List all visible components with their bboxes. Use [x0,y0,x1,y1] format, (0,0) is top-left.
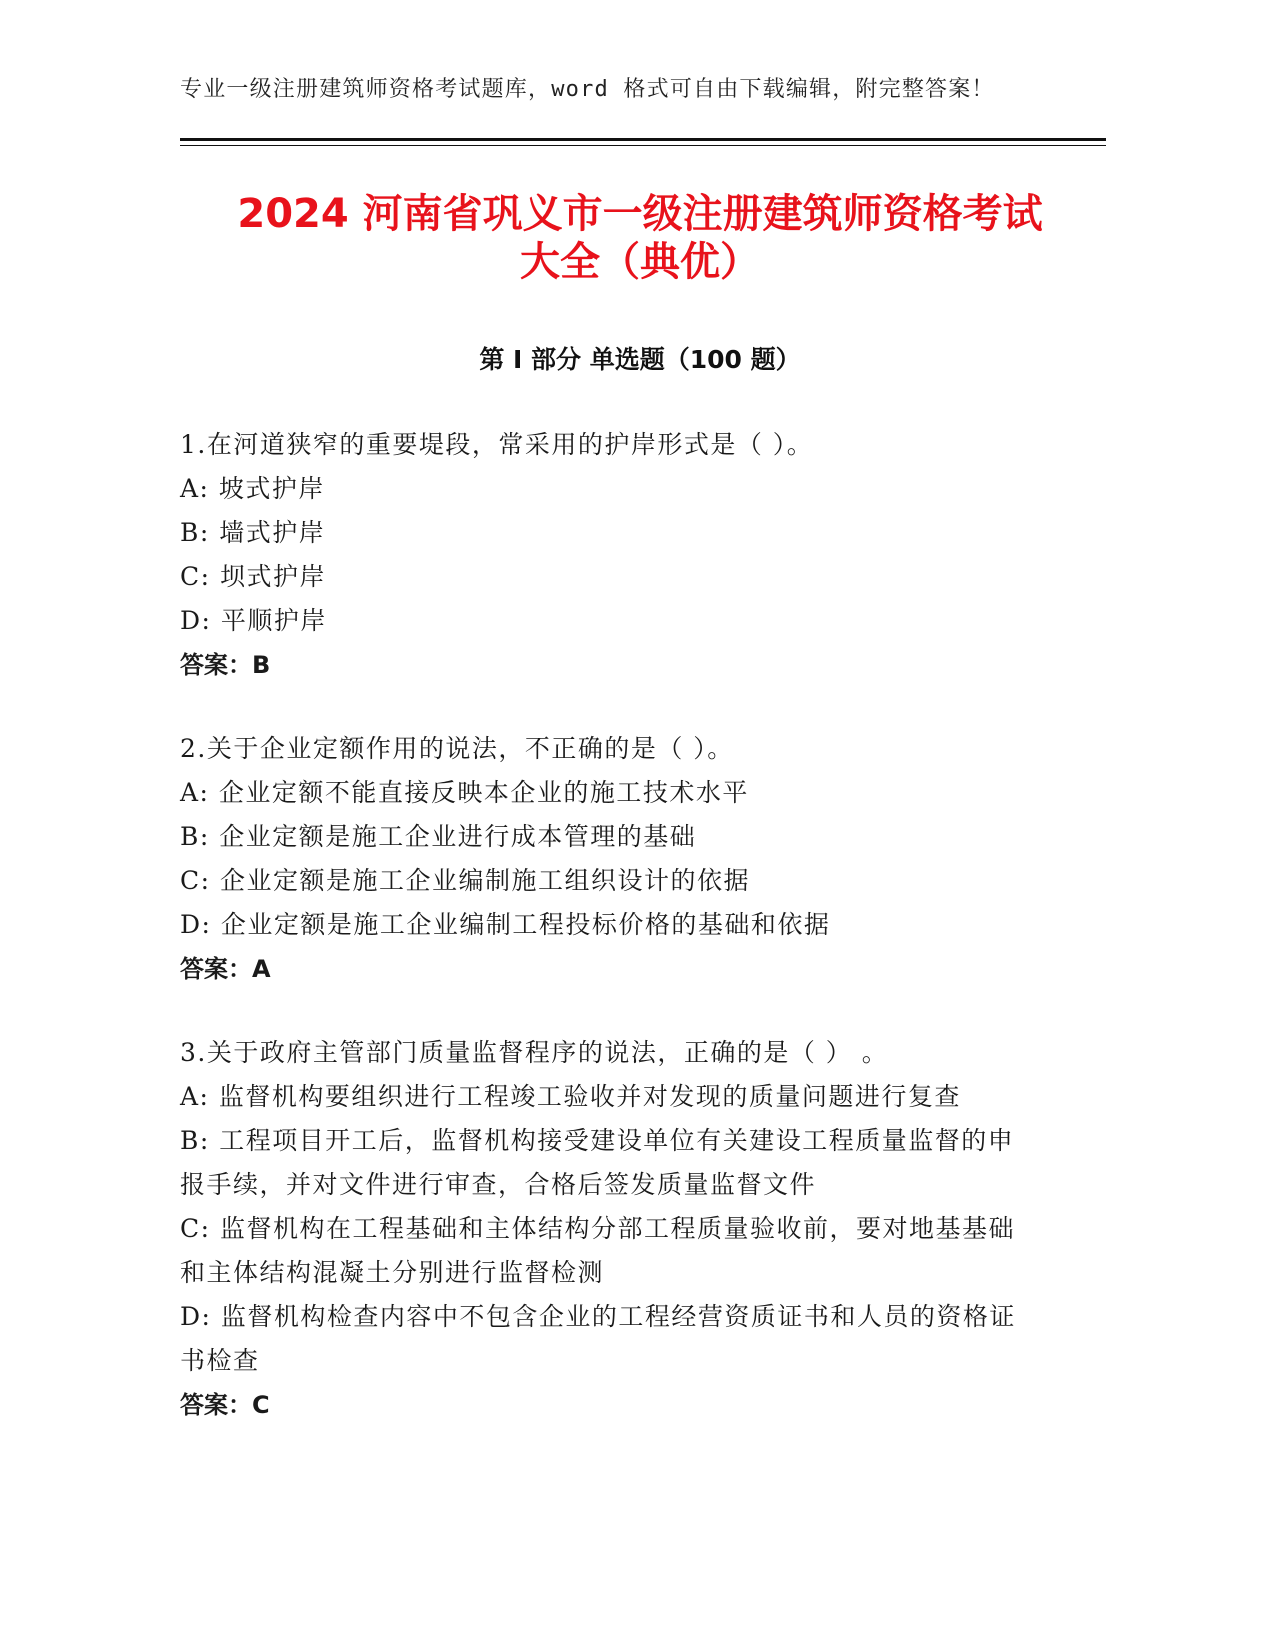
option-d: D: 监督机构检查内容中不包含企业的工程经营资质证书和人员的资格证书检查 [180,1302,1016,1375]
option-c: C: 企业定额是施工企业编制施工组织设计的依据 [180,866,750,895]
option-b: B: 工程项目开工后，监督机构接受建设单位有关建设工程质量监督的申报手续，并对文件进行审查，合格后签发质量监督文件 [180,1126,1015,1199]
question-stem: 2.关于企业定额作用的说法，不正确的是（ ）。 [180,734,734,763]
answer-label: 答案：A [180,955,271,983]
option-d: D: 企业定额是施工企业编制工程投标价格的基础和依据 [180,910,831,939]
question-3 [180,1031,1040,1427]
option-b: B: 企业定额是施工企业进行成本管理的基础 [180,822,697,851]
question-1 [180,423,1040,687]
question-2 [180,727,1040,991]
answer-label: 答案：B [180,651,271,679]
section-heading: 第 I 部分 单选题（100 题） [479,345,801,374]
question-stem: 1.在河道狭窄的重要堤段，常采用的护岸形式是（ ）。 [180,430,814,459]
question-stem: 3.关于政府主管部门质量监督程序的说法，正确的是（ ） 。 [180,1038,889,1067]
header-divider-thin [180,145,1106,146]
document-title [140,190,1140,286]
option-a: A: 监督机构要组织进行工程竣工验收并对发现的质量问题进行复查 [180,1082,961,1111]
option-a: A: 企业定额不能直接反映本企业的施工技术水平 [180,778,749,807]
option-b: B: 墙式护岸 [180,518,326,547]
title-line-2: 大全（典优） [520,239,760,285]
title-line-1: 2024 河南省巩义市一级注册建筑师资格考试 [237,191,1043,237]
answer-label: 答案：C [180,1391,270,1419]
header-divider-thick [180,138,1106,141]
question-list [180,423,1040,1467]
option-d: D: 平顺护岸 [180,606,327,635]
option-c: C: 坝式护岸 [180,562,326,591]
header-note: 专业一级注册建筑师资格考试题库，word 格式可自由下载编辑，附完整答案！ [180,77,995,102]
option-a: A: 坡式护岸 [180,474,325,503]
option-c: C: 监督机构在工程基础和主体结构分部工程质量验收前，要对地基基础和主体结构混凝土分别进行监督检测 [180,1214,1016,1287]
